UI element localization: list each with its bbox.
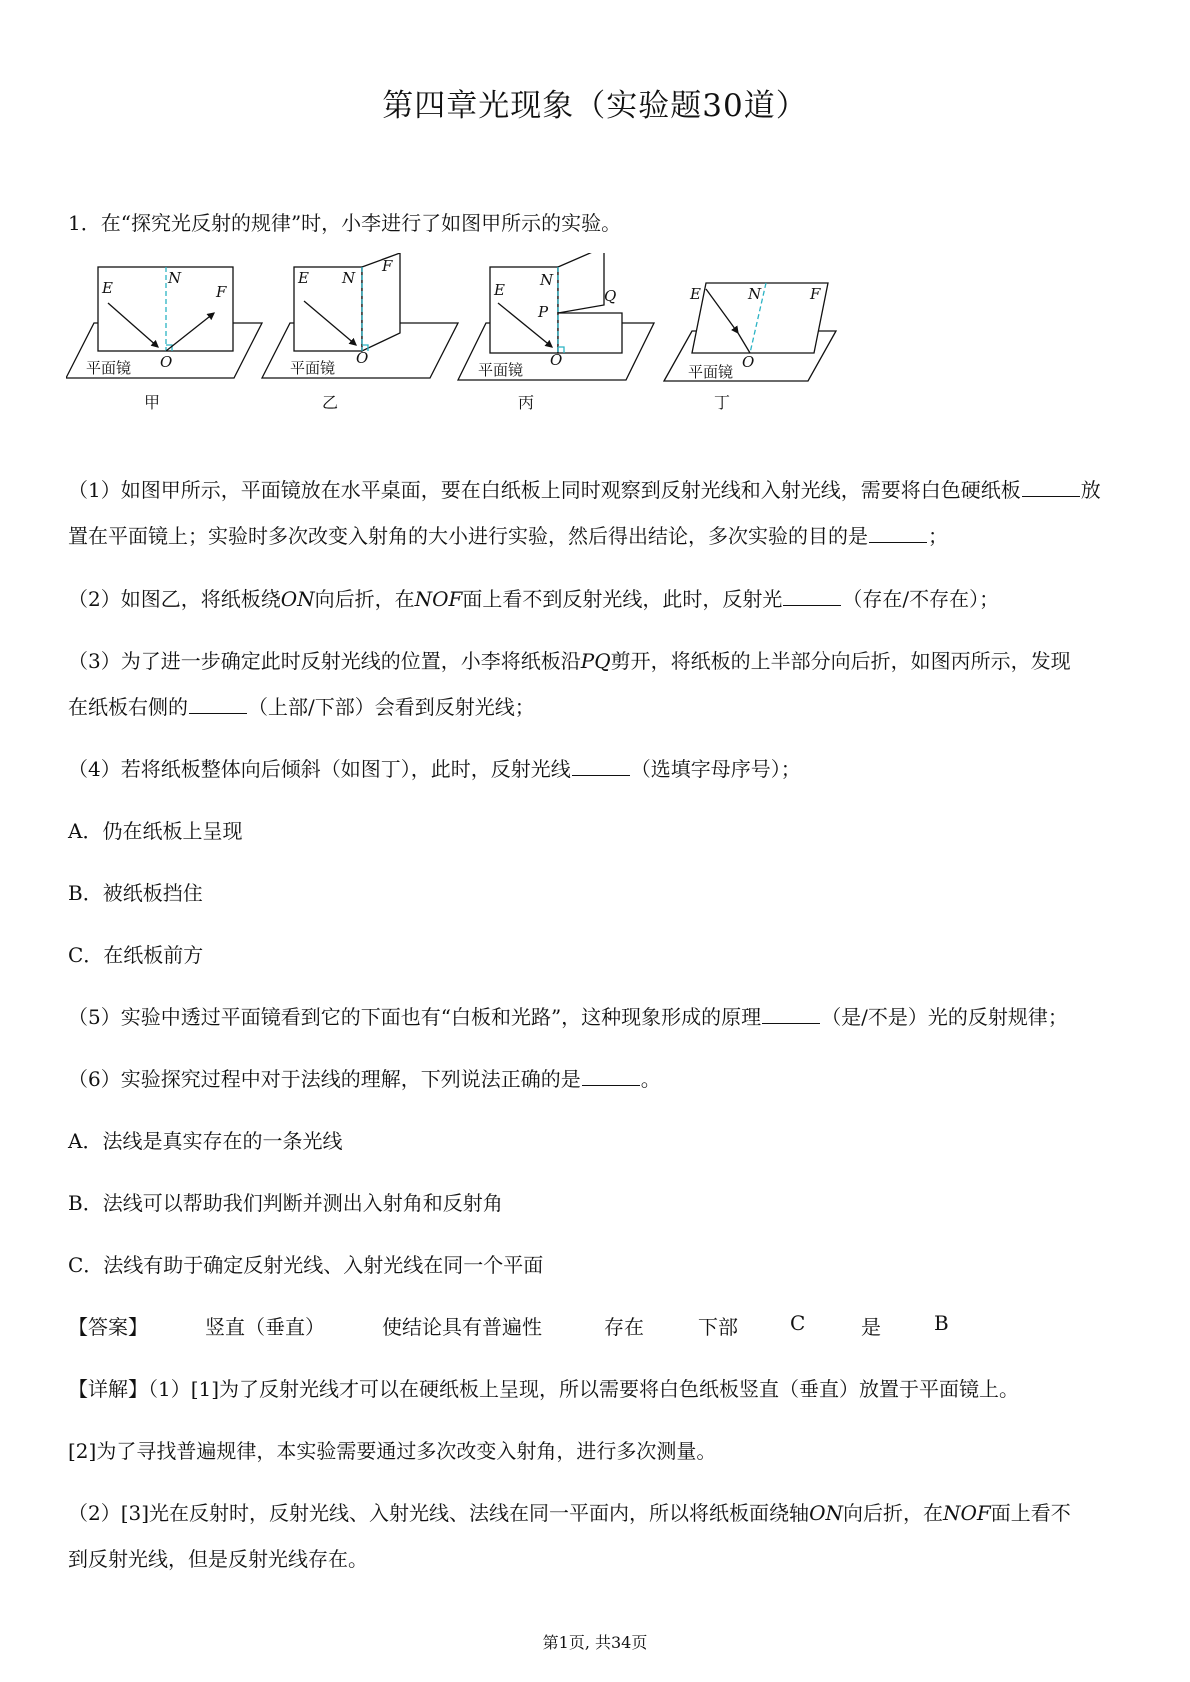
label-e: E bbox=[102, 279, 113, 297]
detail-line-3 bbox=[68, 1497, 1128, 1526]
label-nof: NOF bbox=[414, 587, 463, 611]
part-1-text-end: ； bbox=[928, 524, 948, 548]
label-n: N bbox=[168, 269, 182, 287]
part-6-text: （6）实验探究过程中对于法线的理解，下列说法正确的是 bbox=[68, 1067, 581, 1091]
detail-text: 向后折，在 bbox=[842, 1501, 943, 1525]
label-nof: NOF bbox=[942, 1501, 991, 1525]
caption-yi: 乙 bbox=[322, 393, 339, 412]
option-b: B．法线可以帮助我们判断并测出入射角和反射角 bbox=[68, 1191, 503, 1215]
detail-line-1 bbox=[68, 1373, 1128, 1402]
part-6-text-end: 。 bbox=[640, 1067, 661, 1091]
part-3-text-end: （上部/下部）会看到反射光线； bbox=[248, 695, 535, 719]
page-footer: 第1页, 共34页 bbox=[542, 1633, 648, 1652]
detail-text: （1）[1]为了反射光线才可以在硬纸板上呈现，所以需要将白色纸板竖直（垂直）放置于平面镜上。 bbox=[148, 1377, 1020, 1401]
label-f: F bbox=[810, 285, 821, 303]
part-2 bbox=[68, 583, 1128, 612]
option-c: C．在纸板前方 bbox=[68, 943, 204, 967]
label-o: O bbox=[742, 353, 755, 371]
part-6 bbox=[68, 1063, 1128, 1092]
answer-row bbox=[68, 1311, 1128, 1339]
part-2-text-end: （存在/不存在）； bbox=[842, 587, 1000, 611]
detail-text: （2）[3]光在反射时，反射光线、入射光线、法线在同一平面内，所以将纸板面绕轴 bbox=[68, 1501, 810, 1525]
part-1-text-end: 放 bbox=[1080, 478, 1101, 502]
label-f: F bbox=[216, 283, 227, 301]
answer-blank bbox=[582, 1067, 640, 1086]
caption-jia: 甲 bbox=[144, 393, 161, 412]
part-1-line-2 bbox=[68, 520, 1128, 549]
answer-blank bbox=[869, 524, 927, 543]
mirror-label: 平面镜 bbox=[478, 361, 524, 379]
answer-blank bbox=[1022, 478, 1080, 497]
part-4-text-end: （选填字母序号）； bbox=[630, 757, 801, 781]
part-4 bbox=[68, 753, 1128, 782]
part-3-text: （3）为了进一步确定此时反射光线的位置，小李将纸板沿 bbox=[68, 649, 581, 673]
answer-item: 下部 bbox=[698, 1315, 738, 1339]
label-e: E bbox=[494, 281, 505, 299]
answer-blank bbox=[783, 587, 841, 606]
answer-item: 是 bbox=[861, 1315, 881, 1339]
option-b: B．被纸板挡住 bbox=[68, 881, 203, 905]
mirror-label: 平面镜 bbox=[688, 363, 734, 381]
label-e: E bbox=[690, 285, 701, 303]
answer-blank bbox=[572, 757, 630, 776]
label-o: O bbox=[356, 349, 369, 367]
answer-item: 竖直（垂直） bbox=[205, 1315, 325, 1339]
part-2-text: 面上看不到反射光线，此时，反射光 bbox=[462, 587, 783, 611]
page-title: 第四章光现象（实验题30道） bbox=[382, 88, 808, 124]
reflection-experiment-figures bbox=[66, 253, 916, 453]
label-f: F bbox=[382, 257, 393, 275]
label-q: Q bbox=[604, 287, 617, 305]
figure-group bbox=[66, 253, 916, 453]
label-o: O bbox=[160, 353, 173, 371]
answer-label: 【答案】 bbox=[68, 1315, 148, 1339]
label-on: ON bbox=[809, 1501, 843, 1525]
label-n: N bbox=[540, 271, 554, 289]
part-4-text: （4）若将纸板整体向后倾斜（如图丁），此时，反射光线 bbox=[68, 757, 571, 781]
detail-text: 面上看不 bbox=[990, 1501, 1071, 1525]
part-1-line-1 bbox=[68, 474, 1128, 503]
part-3-text: 剪开，将纸板的上半部分向后折，如图丙所示，发现 bbox=[610, 649, 1071, 673]
part-2-text: （2）如图乙，将纸板绕 bbox=[68, 587, 281, 611]
label-on: ON bbox=[280, 587, 315, 611]
answer-item: B bbox=[934, 1311, 949, 1335]
label-pq: PQ bbox=[580, 649, 611, 673]
answer-blank bbox=[762, 1005, 820, 1024]
part-3-line-1 bbox=[68, 645, 1128, 674]
detail-line-4: 到反射光线，但是反射光线存在。 bbox=[68, 1547, 368, 1571]
detail-label: 【详解】 bbox=[68, 1377, 148, 1401]
detail-line-2: [2]为了寻找普遍规律，本实验需要通过多次改变入射角，进行多次测量。 bbox=[68, 1439, 717, 1463]
part-3-line-2 bbox=[68, 691, 1128, 720]
part-5-text: （5）实验中透过平面镜看到它的下面也有“白板和光路”，这种现象形成的原理 bbox=[68, 1005, 762, 1029]
mirror-label: 平面镜 bbox=[290, 359, 336, 377]
label-p: P bbox=[538, 303, 549, 321]
question-stem: 1．在“探究光反射的规律”时，小李进行了如图甲所示的实验。 bbox=[68, 211, 622, 235]
part-3-text: 在纸板右侧的 bbox=[68, 695, 188, 719]
part-5 bbox=[68, 1001, 1128, 1030]
label-n: N bbox=[748, 285, 762, 303]
answer-blank bbox=[189, 695, 247, 714]
label-n: N bbox=[342, 269, 356, 287]
part-5-text-end: （是/不是）光的反射规律； bbox=[821, 1005, 1068, 1029]
part-1-text: （1）如图甲所示，平面镜放在水平桌面，要在白纸板上同时观察到反射光线和入射光线，需要将白色硬纸板 bbox=[68, 478, 1021, 502]
part-2-text: 向后折，在 bbox=[314, 587, 415, 611]
part-1-text: 置在平面镜上；实验时多次改变入射角的大小进行实验，然后得出结论，多次实验的目的是 bbox=[68, 524, 868, 548]
caption-ding: 丁 bbox=[714, 393, 731, 412]
option-c: C．法线有助于确定反射光线、入射光线在同一个平面 bbox=[68, 1253, 544, 1277]
option-a: A．仍在纸板上呈现 bbox=[68, 819, 243, 843]
answer-item: C bbox=[790, 1311, 806, 1335]
label-o: O bbox=[550, 351, 563, 369]
label-e: E bbox=[298, 269, 309, 287]
answer-item: 存在 bbox=[604, 1315, 644, 1339]
answer-item: 使结论具有普遍性 bbox=[382, 1315, 542, 1339]
mirror-label: 平面镜 bbox=[86, 359, 132, 377]
option-a: A．法线是真实存在的一条光线 bbox=[68, 1129, 343, 1153]
caption-bing: 丙 bbox=[518, 393, 535, 412]
